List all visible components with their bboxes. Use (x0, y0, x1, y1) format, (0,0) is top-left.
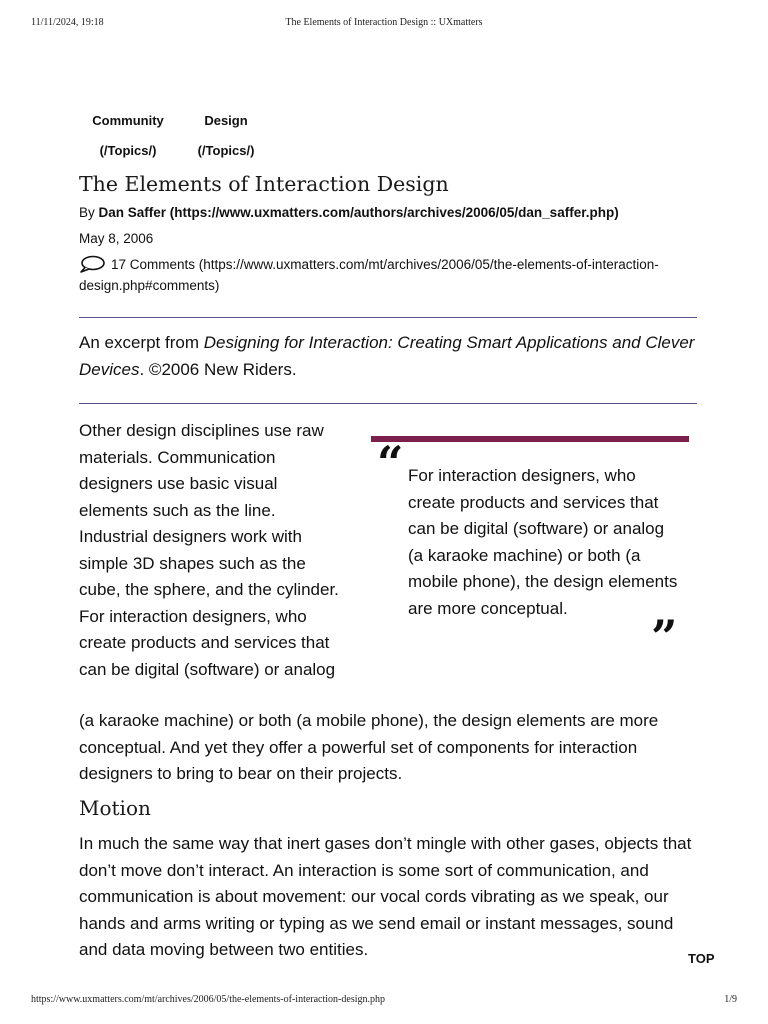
topic-design-link[interactable] (190, 106, 262, 166)
back-to-top-link[interactable]: TOP (688, 951, 715, 966)
by-label: By (79, 205, 95, 220)
comments-row (79, 254, 689, 296)
pull-quote-text: For interaction designers, who create products and services that can be digital (software) or analog (a karaoke machine) or both (a mobile phone), the design elements are more conceptual. (408, 466, 678, 618)
print-page-title: The Elements of Interaction Design :: UXmatters (285, 17, 483, 28)
print-footer (31, 994, 737, 1008)
pull-quote (371, 436, 689, 664)
divider (79, 403, 697, 404)
comment-bubble-icon (79, 255, 105, 273)
section-heading-motion: Motion (79, 796, 151, 820)
paragraph-column: Other design disciplines use raw materials. Communication designers use basic visual elements such as the line. Industrial designers work with simple 3D shapes such as the cube, the sphere, and the cylinder. For interaction designers, who create products and services that can be digital (software) or analog (79, 421, 339, 679)
paragraph-continued: (a karaoke machine) or both (a mobile phone), the design elements are more conceptual. And yet they offer a powerful set of components for interaction designers to bring to bear on their projects. (79, 711, 659, 783)
divider (79, 317, 697, 318)
print-timestamp: 11/11/2024, 19:18 (31, 17, 104, 28)
publish-date: May 8, 2006 (79, 231, 154, 246)
print-header (31, 17, 737, 31)
motion-paragraph: In much the same way that inert gases don’t mingle with other gases, objects that don’t move don’t interact. An interaction is some sort of communication, and communication is about movement: our vocal cords vibrating as we speak, our hands and arms writing or typing as we send email or instant messages, sound and data moving between two entities. (79, 834, 692, 959)
topic-name: Community (92, 113, 164, 128)
intro-prefix: An excerpt from (79, 333, 204, 352)
topic-community-link[interactable] (80, 106, 176, 166)
excerpt-intro (79, 329, 704, 383)
article-title: The Elements of Interaction Design (79, 172, 449, 196)
open-quote-mark: “ (377, 436, 404, 490)
print-page-number: 1/9 (724, 994, 737, 1005)
byline (79, 205, 619, 220)
author-link[interactable]: Dan Saffer (https://www.uxmatters.com/authors/archives/2006/05/dan_saffer.php) (98, 205, 619, 220)
intro-suffix: . ©2006 New Riders. (139, 360, 297, 379)
book-title: Designing for Interaction: Creating Smart Applications and Clever Devices (79, 333, 695, 379)
close-quote-mark: ” (651, 610, 678, 664)
topic-path: (/Topics/) (197, 143, 255, 158)
comments-link[interactable]: 17 Comments (https://www.uxmatters.com/mt/archives/2006/05/the-elements-of-interaction-design.php#comments) (79, 257, 659, 293)
topic-path: (/Topics/) (99, 143, 157, 158)
print-url: https://www.uxmatters.com/mt/archives/2006/05/the-elements-of-interaction-design.php (31, 994, 385, 1005)
topic-name: Design (204, 113, 248, 128)
